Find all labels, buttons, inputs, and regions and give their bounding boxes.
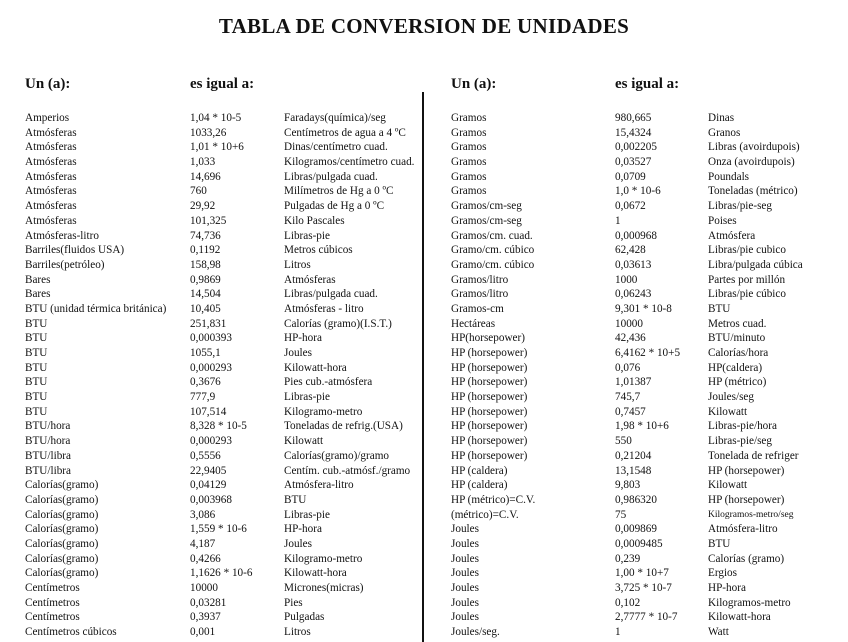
row-value: 3,725 * 10-7 [615, 582, 672, 594]
row-equivalent: Libras/pie cúbico [708, 288, 786, 301]
row-unit: HP(horsepower) [451, 332, 525, 345]
row-unit: Atmósferas [25, 185, 77, 198]
row-value: 0,102 [615, 596, 641, 609]
row-equivalent: Onza (avoirdupois) [708, 156, 795, 169]
row-value: 777,9 [190, 391, 216, 404]
row-value: 0,239 [615, 552, 641, 565]
row-value: 1033,26 [190, 126, 227, 139]
row-value: 22,9405 [190, 464, 227, 477]
row-equivalent: BTU/minuto [708, 332, 766, 345]
row-equivalent: HP(caldera) [708, 361, 763, 374]
row-equivalent: Kilogramos-metro [708, 596, 791, 609]
right-equals-column [708, 111, 803, 640]
row-value: 75 [615, 508, 627, 521]
row-unit: HP (horsepower) [451, 376, 528, 389]
row-unit: Centímetros [25, 596, 80, 609]
left-equals-column [284, 111, 414, 640]
row-equivalent: Toneladas (métrico) [708, 185, 798, 198]
row-unit: BTU/libra [25, 464, 71, 477]
row-equivalent: Metros cuad. [708, 317, 767, 330]
row-equivalent: Libras/pulgada cuad. [284, 170, 378, 183]
row-unit: Joules [451, 567, 479, 580]
row-equivalent: Atmósfera [708, 229, 756, 242]
row-unit: BTU [25, 317, 48, 330]
row-value: 0,002205 [615, 141, 657, 154]
row-equivalent: Calorías (gramo)(I.S.T.) [284, 317, 392, 330]
row-equivalent: HP-hora [284, 523, 322, 536]
row-equivalent: Milímetros de Hg a 0 ºC [284, 185, 394, 198]
row-value: 0,5556 [190, 449, 221, 462]
row-unit: BTU [25, 376, 48, 389]
row-unit: Barriles(petróleo) [25, 258, 105, 271]
row-equivalent: Poundals [708, 170, 750, 183]
row-equivalent: Toneladas de refrig.(USA) [284, 420, 403, 433]
row-equivalent: BTU [708, 537, 731, 550]
row-unit: Gramos/cm-seg [451, 200, 522, 213]
row-value: 0,009869 [615, 523, 657, 536]
row-value: 0,0009485 [615, 537, 663, 550]
row-value: 0,000393 [190, 332, 232, 345]
row-value: 1055,1 [190, 347, 221, 359]
row-value: 0,9869 [190, 273, 221, 286]
row-value: 0,000968 [615, 229, 657, 242]
row-unit: Atmósferas [25, 200, 77, 213]
row-equivalent: HP-hora [708, 582, 746, 594]
row-equivalent: Joules [284, 537, 312, 550]
row-unit: HP (métrico)=C.V. [451, 493, 536, 506]
row-unit: BTU [25, 405, 48, 418]
row-unit: Joules [451, 596, 479, 609]
row-equivalent: Watt [708, 626, 729, 639]
row-value: 0,000293 [190, 435, 232, 448]
row-equivalent: Atmósfera-litro [284, 479, 354, 492]
row-unit: Calorías(gramo) [25, 537, 99, 550]
row-value: 10000 [190, 582, 218, 594]
row-value: 1,1626 * 10-6 [190, 567, 253, 580]
row-value: 107,514 [190, 405, 227, 418]
row-equivalent: Kilogramos-metro/seg [708, 509, 794, 520]
row-unit: Joules [451, 552, 479, 565]
row-value: 0,03527 [615, 156, 652, 169]
row-unit: Calorías(gramo) [25, 508, 99, 521]
row-equivalent: Dinas/centímetro cuad. [284, 141, 388, 154]
row-value: 0,03281 [190, 596, 227, 609]
row-value: 74,736 [190, 229, 221, 242]
row-unit: Centímetros cúbicos [25, 626, 117, 639]
row-value: 13,1548 [615, 464, 652, 477]
row-equivalent: Kilowatt-hora [708, 611, 771, 624]
row-value: 0,4266 [190, 552, 221, 565]
row-value: 0,03613 [615, 258, 652, 271]
row-unit: HP (horsepower) [451, 449, 528, 462]
row-equivalent: Pies cub.-atmósfera [284, 376, 373, 389]
row-equivalent: Kilowatt [708, 479, 748, 492]
row-equivalent: Centímetros de agua a 4 ºC [284, 126, 406, 139]
row-unit: Gramos/litro [451, 273, 509, 286]
row-value: 1,00 * 10+7 [615, 567, 669, 580]
left-header-equals: es igual a: [190, 76, 255, 92]
row-equivalent: Ergios [708, 567, 738, 580]
row-unit: HP (caldera) [451, 464, 508, 477]
row-equivalent: Libras-pie/hora [708, 420, 777, 433]
row-unit: Gramos [451, 156, 487, 169]
row-value: 15,4324 [615, 126, 652, 139]
row-unit: Centímetros [25, 582, 80, 594]
row-unit: Barriles(fluidos USA) [25, 244, 125, 257]
row-unit: Bares [25, 273, 51, 286]
row-unit: BTU/hora [25, 435, 71, 448]
row-equivalent: Tonelada de refriger [708, 449, 799, 462]
row-unit: Gramos [451, 126, 487, 139]
right-header-unit: Un (a): [451, 76, 497, 92]
row-value: 158,98 [190, 258, 221, 271]
row-equivalent: HP-hora [284, 332, 322, 345]
row-value: 14,504 [190, 288, 221, 301]
row-equivalent: Libras-pie [284, 229, 330, 242]
row-value: 10,405 [190, 302, 221, 315]
row-equivalent: HP (horsepower) [708, 464, 785, 477]
row-equivalent: Calorías(gramo)/gramo [284, 449, 390, 462]
row-equivalent: Centím. cub.-atmósf./gramo [284, 464, 411, 477]
row-value: 0,21204 [615, 449, 652, 462]
row-unit: Gramos/litro [451, 288, 509, 301]
row-unit: Gramo/cm. cúbico [451, 258, 535, 271]
row-unit: Joules [451, 582, 479, 594]
row-equivalent: Dinas [708, 112, 735, 124]
row-unit: Atmósferas-litro [25, 229, 99, 242]
row-value: 0,076 [615, 361, 641, 374]
row-value: 10000 [615, 317, 643, 330]
row-equivalent: HP (horsepower) [708, 493, 785, 506]
row-value: 2,7777 * 10-7 [615, 611, 678, 624]
row-equivalent: Joules/seg [708, 391, 754, 404]
row-unit: HP (horsepower) [451, 347, 528, 359]
row-value: 550 [615, 435, 632, 448]
right-value-column [615, 111, 680, 640]
row-equivalent: Libras (avoirdupois) [708, 141, 800, 154]
row-unit: Gramos-cm [451, 302, 504, 315]
row-equivalent: Kilowatt [284, 435, 324, 448]
row-equivalent: Poises [708, 214, 737, 227]
row-equivalent: Granos [708, 126, 741, 139]
row-value: 0,003968 [190, 493, 232, 506]
row-unit: BTU (unidad térmica británica) [25, 302, 167, 315]
row-equivalent: Faradays(química)/seg [284, 112, 386, 124]
row-unit: Joules [451, 611, 479, 624]
row-value: 14,696 [190, 170, 221, 183]
row-unit: HP (horsepower) [451, 420, 528, 433]
row-equivalent: Calorías/hora [708, 347, 769, 359]
row-unit: Gramos/cm-seg [451, 214, 522, 227]
row-unit: BTU [25, 347, 48, 359]
row-unit: Gramos/cm. cuad. [451, 229, 533, 242]
row-equivalent: Kilogramos/centímetro cuad. [284, 156, 415, 169]
row-value: 4,187 [190, 537, 216, 550]
row-equivalent: BTU [284, 493, 307, 506]
row-equivalent: Libras/pie-seg [708, 200, 772, 213]
row-value: 3,086 [190, 508, 216, 521]
row-value: 0,1192 [190, 244, 221, 257]
row-unit: HP (horsepower) [451, 435, 528, 448]
row-unit: Gramos [451, 141, 487, 154]
row-value: 62,428 [615, 244, 646, 257]
row-unit: Gramos [451, 170, 487, 183]
row-unit: Calorías(gramo) [25, 523, 99, 536]
right-unit-column [451, 111, 535, 640]
row-unit: Hectáreas [451, 317, 496, 330]
row-value: 9,803 [615, 479, 641, 492]
row-unit: Joules/seg. [451, 626, 500, 639]
row-equivalent: Libras/pulgada cuad. [284, 288, 378, 301]
row-unit: Centímetros [25, 611, 80, 624]
row-value: 0,06243 [615, 288, 652, 301]
row-equivalent: Calorías (gramo) [708, 552, 785, 565]
row-value: 1,04 * 10-5 [190, 112, 242, 124]
row-unit: Calorías(gramo) [25, 479, 99, 492]
row-value: 42,436 [615, 332, 646, 345]
row-equivalent: Kilowatt [708, 405, 748, 418]
row-value: 1000 [615, 273, 638, 286]
row-value: 0,04129 [190, 479, 227, 492]
row-unit: Gramos [451, 112, 487, 124]
row-value: 9,301 * 10-8 [615, 302, 672, 315]
row-value: 0,7457 [615, 405, 646, 418]
row-value: 1 [615, 214, 621, 227]
row-unit: Atmósferas [25, 141, 77, 154]
row-equivalent: Libras-pie/seg [708, 435, 772, 448]
row-equivalent: BTU [708, 302, 731, 315]
row-value: 1,0 * 10-6 [615, 185, 661, 198]
row-value: 6,4162 * 10+5 [615, 347, 681, 359]
row-value: 760 [190, 185, 207, 198]
row-unit: Atmósferas [25, 156, 77, 169]
row-unit: Calorías(gramo) [25, 552, 99, 565]
row-unit: Calorías(gramo) [25, 567, 99, 580]
row-unit: Bares [25, 288, 51, 301]
row-equivalent: HP (métrico) [708, 376, 767, 389]
column-divider [422, 92, 424, 642]
row-value: 0,986320 [615, 493, 657, 506]
row-value: 0,000293 [190, 361, 232, 374]
row-equivalent: Pies [284, 596, 303, 609]
row-equivalent: Kilowatt-hora [284, 361, 347, 374]
row-equivalent: Libras-pie [284, 391, 330, 404]
left-header-unit: Un (a): [25, 76, 71, 92]
row-equivalent: Litros [284, 258, 311, 271]
row-value: 1,033 [190, 156, 216, 169]
row-value: 8,328 * 10-5 [190, 420, 247, 433]
row-unit: BTU/hora [25, 420, 71, 433]
row-equivalent: Pulgadas de Hg a 0 ºC [284, 200, 385, 213]
row-equivalent: Kilo Pascales [284, 214, 345, 227]
row-value: 1,01387 [615, 376, 652, 389]
row-value: 251,831 [190, 317, 227, 330]
row-unit: HP (horsepower) [451, 391, 528, 404]
row-equivalent: Partes por millón [708, 273, 786, 286]
row-unit: Joules [451, 537, 479, 550]
row-unit: BTU [25, 391, 48, 404]
row-unit: Atmósferas [25, 214, 77, 227]
row-equivalent: Atmósfera-litro [708, 523, 778, 536]
row-value: 745,7 [615, 391, 641, 404]
row-unit: (métrico)=C.V. [451, 508, 519, 521]
row-unit: HP (horsepower) [451, 361, 528, 374]
left-unit-column [25, 111, 166, 640]
row-equivalent: Kilowatt-hora [284, 567, 347, 580]
row-equivalent: Pulgadas [284, 611, 325, 624]
row-value: 101,325 [190, 214, 227, 227]
row-unit: Atmósferas [25, 126, 77, 139]
row-value: 1,98 * 10+6 [615, 420, 669, 433]
row-value: 0,0709 [615, 170, 646, 183]
row-unit: BTU [25, 361, 48, 374]
row-unit: BTU/libra [25, 449, 71, 462]
page-title: TABLA DE CONVERSION DE UNIDADES [218, 14, 630, 38]
row-unit: Calorías(gramo) [25, 493, 99, 506]
row-unit: BTU [25, 332, 48, 345]
row-equivalent: Kilogramo-metro [284, 552, 363, 565]
row-unit: Joules [451, 523, 479, 536]
left-value-column [190, 111, 252, 640]
row-value: 0,001 [190, 626, 216, 639]
row-equivalent: Atmósferas - litro [284, 302, 364, 315]
row-equivalent: Atmósferas [284, 273, 336, 286]
row-equivalent: Libras-pie [284, 508, 330, 521]
row-unit: Amperios [25, 112, 70, 124]
row-equivalent: Micrones(micras) [284, 582, 364, 594]
row-value: 1,559 * 10-6 [190, 523, 247, 536]
row-equivalent: Metros cúbicos [284, 244, 353, 257]
row-value: 1,01 * 10+6 [190, 141, 244, 154]
row-value: 29,92 [190, 200, 216, 213]
row-unit: Gramo/cm. cúbico [451, 244, 535, 257]
row-unit: Atmósferas [25, 170, 77, 183]
row-value: 980,665 [615, 112, 652, 124]
row-equivalent: Kilogramo-metro [284, 405, 363, 418]
row-value: 1 [615, 626, 621, 639]
row-equivalent: Libras/pie cubico [708, 244, 786, 257]
row-equivalent: Litros [284, 626, 311, 639]
row-equivalent: Libra/pulgada cúbica [708, 258, 803, 271]
row-unit: HP (caldera) [451, 479, 508, 492]
row-value: 0,0672 [615, 200, 646, 213]
row-equivalent: Joules [284, 347, 312, 359]
row-value: 0,3937 [190, 611, 221, 624]
right-header-equals: es igual a: [615, 76, 680, 92]
row-value: 0,3676 [190, 376, 221, 389]
row-unit: HP (horsepower) [451, 405, 528, 418]
row-unit: Gramos [451, 185, 487, 198]
